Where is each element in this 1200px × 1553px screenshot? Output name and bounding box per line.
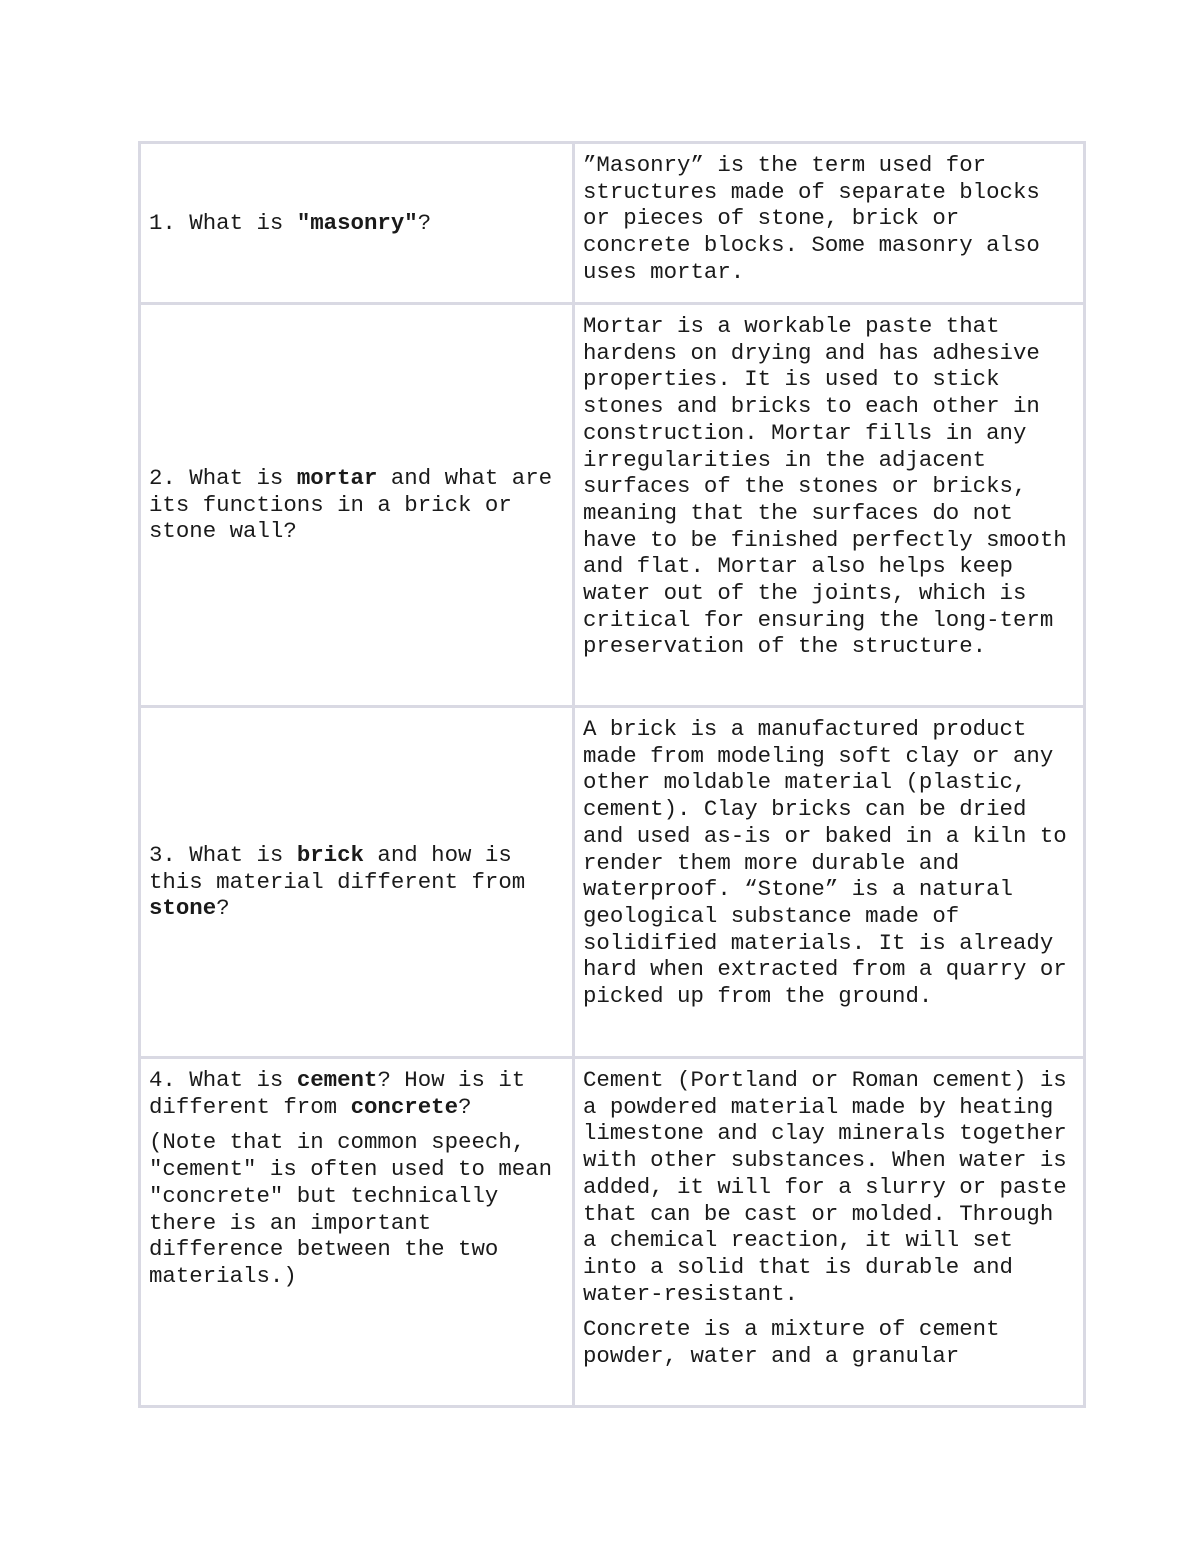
question-cell — [140, 707, 574, 1058]
question-line — [149, 1067, 564, 1120]
key-term: stone — [149, 895, 217, 922]
answer-cell — [574, 143, 1085, 304]
table-row — [140, 143, 1085, 304]
answer-text: ”Masonry” is the term used for structures made of separate blocks or pieces of stone, brick or concrete blocks. Some masonry also uses mortar. — [583, 152, 1040, 285]
question-text: and how is this material different from — [149, 841, 526, 895]
question-text: 3. What is — [149, 841, 297, 868]
question-text: 1. What is — [149, 209, 297, 236]
question-cell — [140, 304, 574, 707]
question-text: 2. What is — [149, 464, 297, 491]
question-cell — [140, 143, 574, 304]
answer-cell — [574, 1058, 1085, 1407]
question-text: ? How is it different from — [149, 1067, 526, 1120]
table-row — [140, 304, 1085, 707]
key-term: "masonry" — [296, 209, 418, 236]
table-row — [140, 707, 1085, 1058]
key-term: mortar — [296, 464, 378, 491]
key-term: cement — [296, 1067, 378, 1093]
answer-cell — [574, 707, 1085, 1058]
answer-cell — [574, 304, 1085, 707]
question-text: and what are its functions in a brick or stone wall? — [149, 464, 553, 545]
key-term: concrete — [350, 1093, 459, 1120]
answer-text: Concrete is a mixture of cement powder, water and a granular — [583, 1316, 1000, 1370]
question-text: ? — [458, 1093, 472, 1120]
key-term: brick — [296, 841, 364, 868]
question-note: (Note that in common speech, "cement" is often used to mean "concrete" but technically there is an important difference between the two materials.) — [149, 1129, 553, 1289]
question-text: ? — [417, 209, 432, 236]
answer-text: Mortar is a workable paste that hardens on drying and has adhesive properties. It is used to stick stones and bricks to each other in construction. Mortar fills in any irregularities in the adjacent surfaces of the stones or bricks, meaning that the surfaces do not have to be finished perfectly smooth and flat. Mortar also helps keep water out of the joints, which is critical for ensuring the long-term preservation of the structure. — [583, 313, 1067, 660]
qa-table — [138, 141, 1086, 1408]
question-cell — [140, 1058, 574, 1407]
answer-text: A brick is a manufactured product made from modeling soft clay or any other moldable material (plastic, cement). Clay bricks can be dried and used as-is or baked in a kiln to render them more durable and waterproof. “Stone” is a natural geological substance made of solidified materials. It is already hard when extracted from a quarry or picked up from the ground. — [583, 716, 1067, 1010]
table-row — [140, 1058, 1085, 1407]
answer-text: Cement (Portland or Roman cement) is a powdered material made by heating limestone and clay minerals together with other substances. When water is added, it will for a slurry or paste that can be cast or molded. Through a chemical reaction, it will set into a solid that is durable and water-resistant. — [583, 1067, 1067, 1307]
question-text: 4. What is — [149, 1067, 297, 1093]
question-text: ? — [216, 895, 230, 922]
